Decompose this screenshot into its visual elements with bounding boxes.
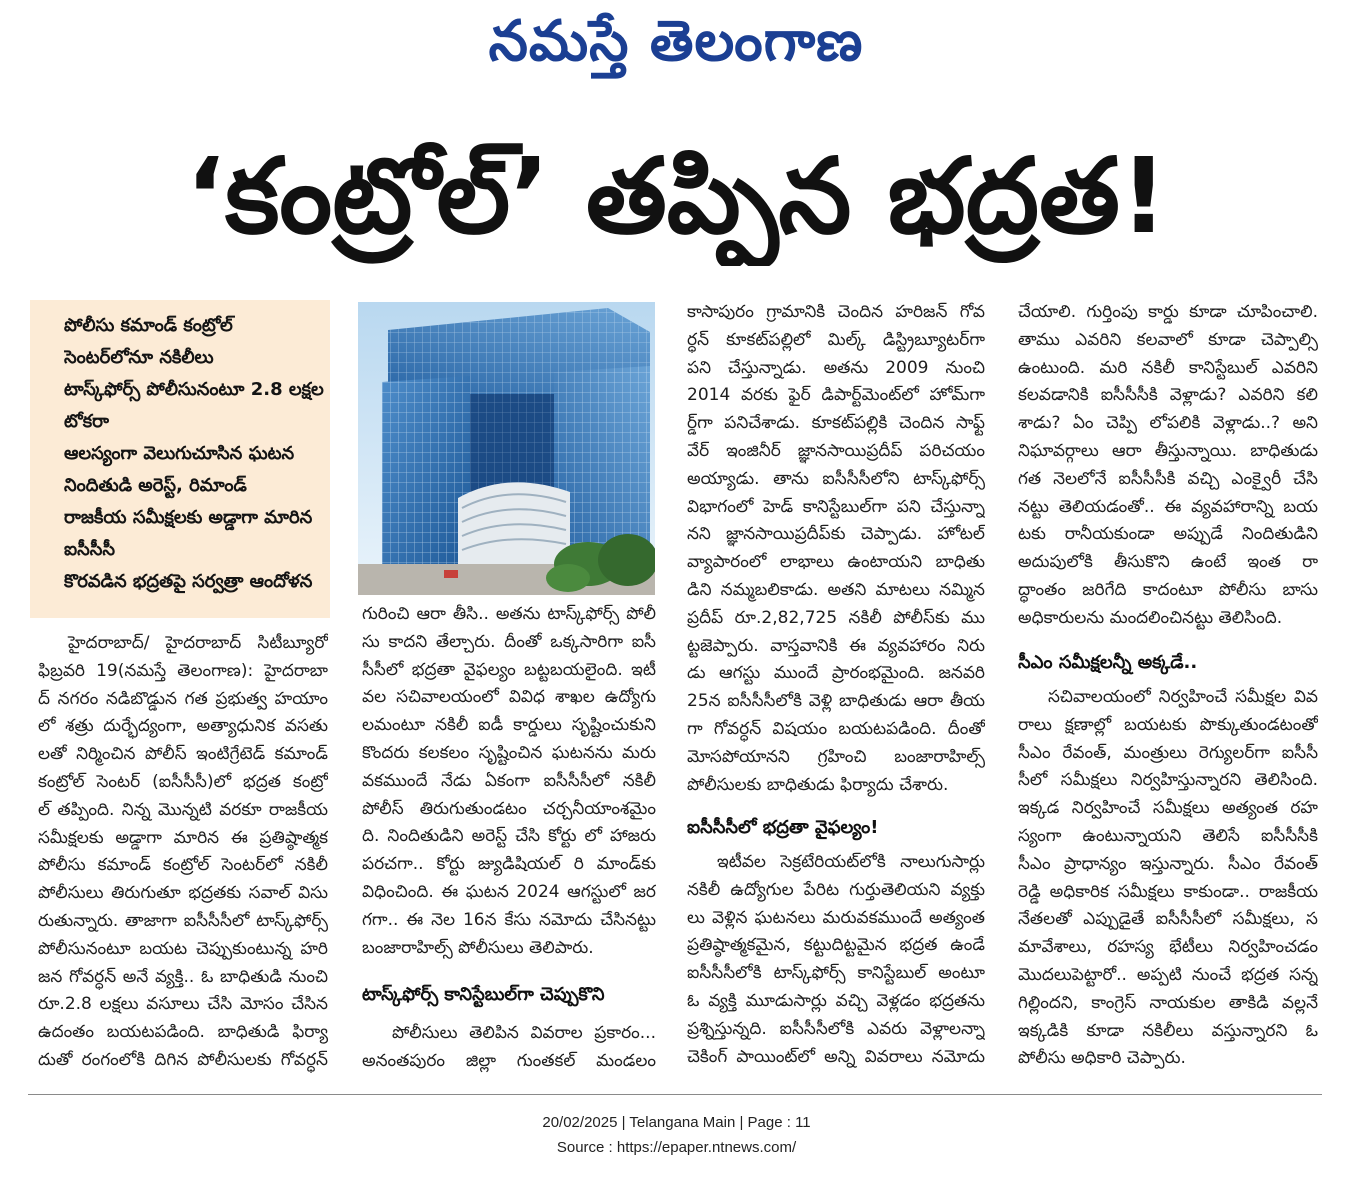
text-line: ది. నిందితుడిని అరెస్ట్ చేసి కోర్టు లో హాజరు (362, 826, 656, 847)
article-column-3-part-1 (687, 299, 985, 801)
highlight-item: • కొరవడిన భద్రతపై సర్వత్రా ఆందోళన (64, 566, 324, 598)
text-line: శాడు? ఏం చెప్పి లోపలికి వెళ్లాడు..? అని (1018, 413, 1318, 434)
text-line: టకు రానీయకుండా అప్పుడే నిందితుడిని (1018, 524, 1318, 545)
text-line: లు వెళ్లిన ఘటనలు మరువకముందే అత్యంత (687, 907, 985, 928)
text-line: అదుపులోకి తీసుకొని ఉంటే ఇంత రా (1018, 552, 1318, 573)
text-line: ఇక్కడికి కూడా నకిలీలు వస్తున్నారని ఓ (1018, 1020, 1318, 1041)
text-line: 25న ఐసీసీసీలోకి వెళ్లి బాధితుడు ఆరా తీయ (687, 691, 985, 712)
text-line: పోలీసులు తెలిపిన వివరాల ప్రకారం... (392, 1023, 656, 1043)
highlights-box (30, 300, 330, 618)
text-line: గగా.. ఈ నెల 16న కేసు నమోదు చేసినట్టు (362, 909, 656, 930)
text-line: లో శత్రు దుర్భేద్యంగా, అత్యాధునిక వసతు (38, 716, 328, 737)
text-line: ఇక్కడ నిర్వహించే సమీక్షలు అత్యంత రహ (1018, 798, 1318, 819)
text-line: బంజారాహిల్స్ పోలీసులు తెలిపారు. (362, 937, 594, 958)
text-line: గా గోవర్ధన్ విషయం బయటపడింది. దీంతో (687, 718, 985, 739)
text-line: వల సచివాలయంలో వివిధ శాఖల ఉద్యోగు (362, 687, 656, 708)
article-column-2-part-2 (362, 1020, 656, 1078)
text-line: చెకింగ్ పాయింట్‌లో అన్ని వివరాలు నమోదు (687, 1046, 985, 1067)
text-line: ప్రతిష్ఠాత్మకమైన, కట్టుదిట్టమైన భద్రత ఉండే (687, 935, 985, 956)
text-line: పోలీస్ తిరుగుతుండటం చర్చనీయాంశమైం (362, 798, 656, 819)
text-line: విభాగంలో హెడ్ కానిస్టేబుల్‌గా పని చేస్తున్నా (687, 496, 985, 517)
text-line: గిల్లిందని, కాంగ్రెస్ నాయకుల తాకిడి వల్లనే (1018, 992, 1318, 1013)
text-line: డిని నమ్మబలికాడు. అతని మాటలు నమ్మిన (687, 579, 985, 600)
text-line: ద్ధాంతం జరిగేది కాదంటూ పోలీసు బాసు (1018, 579, 1318, 600)
article-column-3-part-2 (687, 849, 985, 1075)
text-line: మోసపోయానని గ్రహించి బంజారాహిల్స్ (687, 746, 985, 767)
text-line: అయ్యాడు. తాను ఐసీసీసీలోని టాస్క్‌ఫోర్స్ (687, 468, 985, 489)
text-line: సీఎం ప్రాధాన్యం ఇస్తున్నారు. సీఎం రేవంత్ (1018, 853, 1318, 874)
text-line: కలవడానికి ఐసీసీసీకి వెళ్లాడు? ఎవరిని కలి (1018, 385, 1318, 406)
highlights-list (30, 300, 330, 598)
text-line: పోలీసు అధికారి చెప్పారు. (1018, 1048, 1186, 1069)
source-line: Source : https://epaper.ntnews.com/ (556, 1139, 797, 1156)
text-line: సీసీలో భద్రతా వైఫల్యం బట్టబయలైంది. ఇటీ (362, 659, 656, 680)
text-line: ర్ధన్ కూకట్‌పల్లిలో మిల్క్ డిస్ట్రిబ్యూటర్‌గా (687, 329, 985, 350)
article-column-1 (38, 630, 328, 1080)
text-line: ట్టజెప్పారు. వాస్తవానికి ఈ వ్యవహారం నిరు (687, 635, 985, 656)
text-line: దుతో రంగంలోకి దిగిన పోలీసులకు గోవర్ధన్ (38, 1049, 328, 1070)
text-line: నట్టు తెలియడంతో.. ఈ వ్యవహారాన్ని బయ (1018, 496, 1318, 517)
text-line: పోలీసులకు బాధితుడు ఫిర్యాదు చేశారు. (687, 774, 949, 795)
text-line: పోలీసునంటూ బయట చెప్పుకుంటున్న హరి (38, 938, 328, 959)
text-line: ఇటీవల సెక్రటేరియట్‌లోకి నాలుగుసార్లు (717, 852, 985, 872)
text-line: పోలీసు కమాండ్ కంట్రోల్ సెంటర్‌లో నకిలీ (38, 855, 328, 876)
text-line: హైదరాబాద్/ హైదరాబాద్ సిటీబ్యూరో (68, 633, 328, 653)
text-line: మొదలుపెట్టారో.. అప్పటి నుంచే భద్రత సన్న (1018, 964, 1318, 985)
article-column-4-part-1 (1018, 299, 1318, 635)
footer-divider (28, 1094, 1322, 1095)
text-line: ఐసీసీసీలోకి టాస్క్‌ఫోర్స్ కానిస్టేబుల్ అంటూ (687, 963, 985, 984)
text-line: కంట్రోల్ సెంటర్ (ఐసీసీసీ)లో భద్రత కంట్రో (38, 771, 328, 792)
text-line: ప్రశ్నిస్తున్నది. ఐసీసీసీలోకి ఎవరు వెళ్లాలన్నా (687, 1018, 985, 1039)
text-line: రూ.2.8 లక్షలు వసూలు చేసి మోసం చేసిన (38, 994, 328, 1015)
text-line: ఉదంతం బయటపడింది. బాధితుడి ఫిర్యా (38, 1022, 328, 1043)
text-line: 2014 వరకు ఫైర్ డిపార్ట్‌మెంట్‌లో హోమ్‌గా (687, 385, 985, 406)
subheading-cm-reviews: సీఎం సమీక్షలన్నీ అక్కడే.. (1018, 652, 1198, 673)
headline: ‘కంట్రోల్’ తప్పిన భద్రత! (185, 135, 1168, 257)
text-line: నిఘావర్గాలు ఆరా తీస్తున్నాయి. బాధితుడు (1018, 440, 1318, 461)
text-line: నకిలీ ఉద్యోగుల పేరిట గుర్తుతెలియని వ్యక్తు (687, 879, 985, 900)
text-line: కొందరు కలకలం సృష్టించిన ఘటనను మరు (362, 742, 656, 763)
text-line: లతో నిర్మించిన పోలీస్ ఇంటిగ్రేటెడ్ కమాండ్ (38, 744, 328, 765)
text-line: విధించింది. ఈ ఘటన 2024 ఆగస్టులో జర (362, 881, 656, 902)
edition-info: 20/02/2025 | Telangana Main | Page : 11 (542, 1114, 811, 1131)
text-line: పోలీసులు తిరుగుతూ భద్రతకు సవాల్ విసు (38, 883, 328, 904)
text-line: ఓ వ్యక్తి మూడుసార్లు వచ్చి వెళ్లడం భద్రతను (687, 990, 985, 1011)
subheading-taskforce-constable: టాస్క్‌ఫోర్స్ కానిస్టేబుల్‌గా చెప్పుకొని (362, 984, 605, 1005)
highlight-item: • ఆలస్యంగా వెలుగుచూసిన ఘటన (64, 438, 324, 470)
text-line: పరచగా.. కోర్టు జ్యుడిషియల్ రి మాండ్‌కు (362, 854, 656, 875)
text-line: ప్రదీప్ రూ.2,82,725 నకిలీ పోలీస్‌కు ము (687, 607, 985, 628)
text-line: గురించి ఆరా తీసి.. అతను టాస్క్‌ఫోర్స్ పోలీ (362, 604, 656, 624)
text-line: సు కాదని తేల్చారు. దీంతో ఒక్కసారిగా ఐసీ (362, 631, 656, 652)
highlight-item: • టాస్క్‌ఫోర్స్ పోలీసునంటూ 2.8 లక్షల టోకరా (64, 374, 324, 438)
text-line: ర్డ్‌గా పనిచేశాడు. కూకట్‌పల్లికి చెందిన సాఫ్ట్ (687, 413, 985, 434)
text-line: అధికారులను మందలించినట్టు తెలిసింది. (1018, 607, 1283, 628)
masthead-logo: నమస్తే తెలంగాణ (488, 9, 864, 74)
highlight-item: • పోలీసు కమాండ్ కంట్రోల్ సెంటర్‌లోనూ నకిలీలు (64, 310, 324, 374)
text-line: ద్ నగరం నడిబొడ్డున గత ప్రభుత్వ హయాం (38, 688, 328, 709)
article-column-2-part-1 (362, 601, 656, 965)
text-line: వేర్ ఇంజినీర్ జ్ఞానసాయిప్రదీప్ పరిచయం (687, 440, 985, 461)
text-line: చేయాలి. గుర్తింపు కార్డు కూడా చూపించాలి. (1018, 302, 1318, 322)
text-line: మావేశాలు, రహస్య భేటీలు నిర్వహించడం (1018, 937, 1318, 958)
text-line: రుతున్నారు. తాజాగా ఐసీసీసీలో టాస్క్‌ఫోర్స్ (38, 910, 328, 931)
text-line: లమంటూ నకిలీ ఐడీ కార్డులు సృష్టించుకుని (362, 715, 656, 736)
text-line: రెడ్డి అధికారిక సమీక్షలు కాకుండా.. రాజకీయ (1018, 881, 1318, 902)
text-line: అనంతపురం జిల్లా గుంతకల్ మండలం (362, 1050, 656, 1071)
text-line: ల్ తప్పింది. నిన్న మొన్నటి వరకూ రాజకీయ (38, 799, 328, 820)
subheading-security-failure: ఐసీసీసీలో భద్రతా వైఫల్యం! (687, 817, 879, 838)
text-line: పని చేస్తున్నాడు. అతను 2009 నుంచి (687, 357, 985, 378)
text-line: నని జ్ఞానసాయిప్రదీప్‌కు చెప్పాడు. హోటల్ (687, 524, 985, 545)
text-line: సమీక్షలకు అడ్డాగా మారిన ఈ ప్రతిష్ఠాత్మక (38, 827, 328, 848)
text-line: రాలు క్షణాల్లో బయటకు పొక్కుతుండటంతో (1018, 714, 1318, 735)
text-line: ఫిబ్రవరి 19(నమస్తే తెలంగాణ): హైదరాబా (38, 660, 328, 681)
text-line: వకముందే నేడు ఏకంగా ఐసీసీసీలో నకిలీ (362, 770, 656, 791)
text-line: వ్యాపారంలో లాభాలు ఉంటాయని బాధితు (687, 552, 985, 573)
text-line: ఉంటుంది. మరి నకిలీ కానిస్టేబుల్ ఎవరిని (1018, 357, 1318, 378)
article-column-4-part-2 (1018, 684, 1318, 1076)
text-line: సీలో సమీక్షలు నిర్వహిస్తున్నారని తెలిసింది. (1018, 770, 1318, 791)
text-line: కాసాపురం గ్రామానికి చెందిన హరిజన్ గోవ (687, 302, 985, 322)
text-line: గత నెలలోనే ఐసీసీసీకి వచ్చి ఎంక్వైరీ చేసి (1018, 468, 1318, 489)
building-photo (358, 302, 655, 595)
highlight-item: • నిందితుడి అరెస్ట్, రిమాండ్ (64, 470, 324, 502)
text-line: స్యంగా ఉంటున్నాయని తెలిసే ఐసీసీసీకి (1018, 825, 1318, 846)
text-line: సీఎం రేవంత్, మంత్రులు రెగ్యులర్‌గా ఐసీసీ (1018, 742, 1318, 763)
text-line: డు ఆగస్టు ముందే ప్రారంభమైంది. జనవరి (687, 663, 985, 684)
text-line: తాము ఎవరిని కలవాలో కూడా చెప్పాల్సి (1018, 329, 1318, 350)
text-line: సచివాలయంలో నిర్వహించే సమీక్షల వివ (1048, 687, 1318, 707)
text-line: నేతలతో ఎప్పుడైతే ఐసీసీసీలో సమీక్షలు, స (1018, 909, 1318, 930)
highlight-item: • రాజకీయ సమీక్షలకు అడ్డాగా మారిన ఐసీసీసీ (64, 502, 324, 566)
text-line: జన గోవర్ధన్ అనే వ్యక్తి.. ఓ బాధితుడి నుంచి (38, 966, 328, 987)
